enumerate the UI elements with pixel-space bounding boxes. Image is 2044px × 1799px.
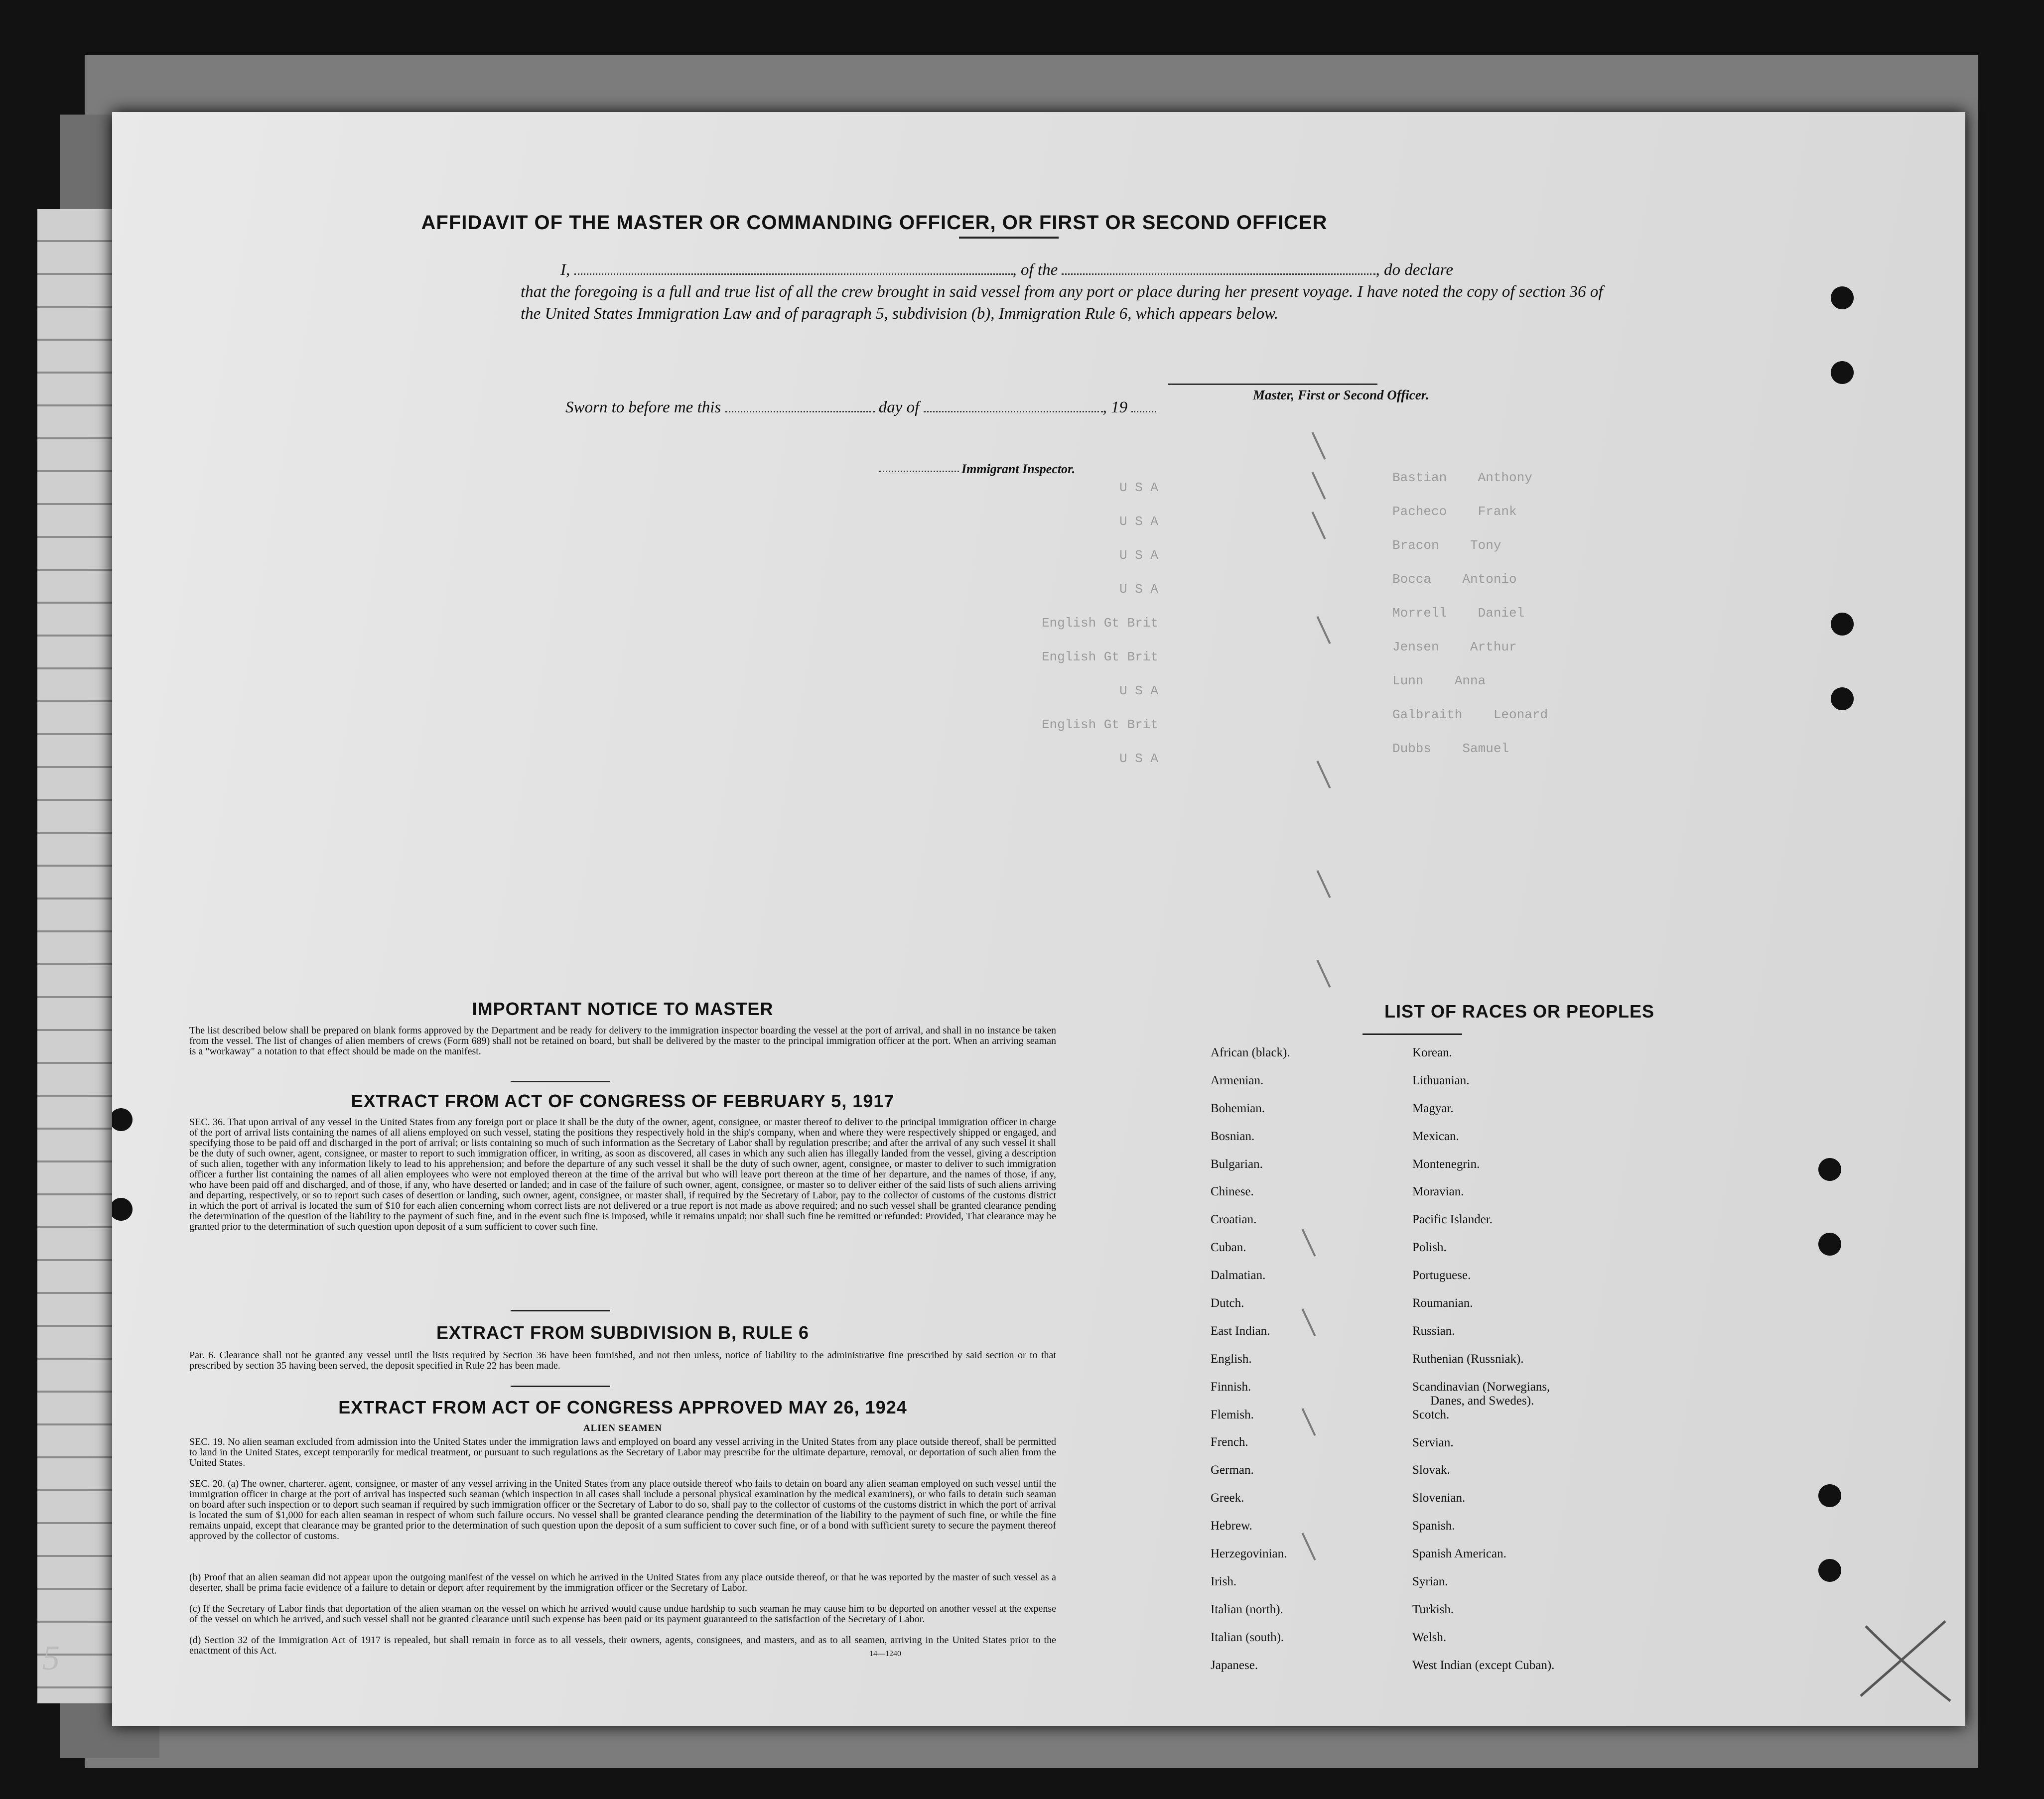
race-item: Italian (north). [1211,1602,1283,1616]
races-right-column [1412,1046,1554,1686]
race-item: Irish. [1211,1574,1237,1588]
sworn-prefix: Sworn to before me this [565,398,721,416]
race-item: Pacific Islander. [1412,1213,1493,1227]
race-item: Roumanian. [1412,1296,1473,1310]
inspector-signature-line[interactable] [879,471,959,472]
race-item: Welsh. [1412,1630,1447,1644]
master-signature-label: Master, First or Second Officer. [1253,387,1429,402]
race-item: Servian. [1412,1435,1454,1449]
pencil-x-mark [1856,1606,1955,1706]
race-item: Croatian. [1211,1213,1257,1227]
vessel-blank[interactable] [1062,261,1375,275]
race-item: Herzegovinian. [1211,1547,1287,1561]
notice-title: IMPORTANT NOTICE TO MASTER [472,999,774,1019]
race-item: Danes, and Swedes). [1430,1394,1534,1408]
race-item: Spanish American. [1412,1547,1506,1561]
race-item: Moravian. [1412,1185,1464,1199]
race-item: Flemish. [1211,1408,1254,1421]
punch-hole [112,1198,133,1221]
sworn-line [565,398,1156,417]
inspector-label: Immigrant Inspector. [961,462,1076,476]
race-item: Polish. [1412,1241,1447,1255]
race-item: Scandinavian (Norwegians, [1412,1380,1550,1394]
punch-hole [112,1108,133,1131]
punch-hole [1818,1158,1841,1181]
race-item: Bulgarian. [1211,1157,1263,1171]
master-signature-line[interactable] [1168,384,1377,385]
race-item: German. [1211,1463,1254,1477]
race-item: Portuguese. [1412,1269,1471,1283]
race-item: Magyar. [1412,1101,1454,1115]
form-number: 14—1240 [869,1650,901,1658]
punch-hole [1831,687,1854,710]
i-word: I, [560,261,570,279]
race-item: Chinese. [1211,1185,1254,1199]
section-divider [511,1386,610,1387]
day-of-text: day of [878,398,920,416]
punch-hole [1818,1484,1841,1507]
of-the-text: , of the [1012,261,1058,279]
name-blank[interactable] [574,261,1013,275]
extract-1924-sec20b: (b) Proof that an alien seaman did not appear upon the outgoing manifest of the vessel on which he arrived in the United States from any place outside thereof, or that he was reported by the master of such vessel as a deserter, shall be prima facie evidence of a failure to detain or deport after requirement by the immigration officer or the Secretary of Labor. [189,1572,1056,1593]
lined-paper-edge [37,209,112,1703]
races-title: LIST OF RACES OR PEOPLES [1384,1001,1655,1022]
race-item: Italian (south). [1211,1630,1284,1644]
race-item: Montenegrin. [1412,1157,1480,1171]
extract-1924-title: EXTRACT FROM ACT OF CONGRESS APPROVED MAY 26, 1924 [338,1397,907,1417]
punch-hole [1831,613,1854,636]
race-item: Mexican. [1412,1129,1459,1143]
race-item: English. [1211,1352,1252,1366]
section-divider [511,1081,610,1082]
declaration-body: that the foregoing is a full and true list of all the crew brought in said vessel from any port or place during her present voyage. I have noted the copy of section 36 of the United States Immigration Law and of paragraph 5, subdivision (b), Immigration Rule 6, which appears below. [521,283,1603,323]
section-divider [511,1310,610,1311]
extract-rule6-title: EXTRACT FROM SUBDIVISION B, RULE 6 [436,1322,810,1343]
title-divider [959,237,1059,239]
races-left-column [1211,1046,1290,1686]
race-item: Finnish. [1211,1380,1251,1394]
affidavit-title: AFFIDAVIT OF THE MASTER OR COMMANDING OFFICER, OR FIRST OR SECOND OFFICER [421,212,1328,234]
affidavit-page [112,112,1965,1726]
race-item: West Indian (except Cuban). [1412,1658,1555,1672]
race-item: Ruthenian (Russniak). [1412,1352,1524,1366]
race-item: African (black). [1211,1046,1290,1059]
declaration [521,259,1617,325]
race-item: Turkish. [1412,1602,1454,1616]
sworn-month-blank[interactable] [924,399,1103,412]
race-item: Korean. [1412,1046,1452,1059]
show-through-columns: U S A U S A U S A U S A English Gt Brit English Gt Brit U S A English Gt Brit U S A [1041,480,1158,766]
race-item: Slovak. [1412,1463,1450,1477]
race-item: Armenian. [1211,1073,1264,1087]
race-item: Greek. [1211,1491,1244,1505]
punch-hole [1818,1559,1841,1582]
margin-note: 5 [42,1639,60,1677]
race-item: Hebrew. [1211,1519,1252,1533]
race-item: Bosnian. [1211,1129,1255,1143]
do-declare-text: , do declare [1375,261,1453,279]
race-item: Dutch. [1211,1296,1244,1310]
race-item: Cuban. [1211,1241,1246,1255]
show-through-text: Bastian Anthony Pacheco Frank Bracon Tony Bocca Antonio Morrell Daniel Jensen Arthur Lunn Anna Galbraith Leonard Dubbs Samuel [1392,470,1548,756]
sworn-year-blank[interactable] [1131,399,1156,412]
punch-hole [1831,286,1854,309]
race-item: Japanese. [1211,1658,1258,1672]
notice-body: The list described below shall be prepared on blank forms approved by the Department and be ready for delivery to the immigration inspector boarding the vessel at the port of arrival, and shall in no instance be taken from the vessel. The list of changes of alien members of crews (Form 689) shall not be retained on board, but shall be delivered by the master to the principal immigration officer at the port. When an arriving seaman is a "workaway" a notation to that effect should be made on the manifest. [189,1025,1056,1057]
race-item: Bohemian. [1211,1101,1265,1115]
race-item: Dalmatian. [1211,1269,1266,1283]
race-item: Russian. [1412,1324,1455,1338]
extract-1924-sec19: SEC. 19. No alien seaman excluded from admission into the United States under the immigration laws and employed on board any vessel arriving in the United States from any place outside thereof, shall be permitted to land in the United States, except temporarily for medical treatment, or pursuant to such regulations as the Secretary of Labor may prescribe for the ultimate departure, removal, or deportation of such alien from the United States. [189,1436,1056,1468]
races-divider [1363,1033,1462,1035]
extract-1917-title: EXTRACT FROM ACT OF CONGRESS OF FEBRUARY 5, 1917 [351,1091,895,1111]
race-item: Slovenian. [1412,1491,1466,1505]
race-item: French. [1211,1435,1248,1449]
race-item: Lithuanian. [1412,1073,1470,1087]
race-item: Syrian. [1412,1575,1448,1589]
extract-1924-sec20c: (c) If the Secretary of Labor finds that deportation of the alien seaman on the vessel on which he arrived would cause undue hardship to such seaman he may cause him to be deported on another vessel at the expense of the vessel on which he arrived, and such vessel shall not be granted clearance until such expense has been paid or its payment guaranteed to the satisfaction of the Secretary of Labor. [189,1603,1056,1625]
race-item: Scotch. [1412,1408,1450,1421]
extract-1924-sec20a: SEC. 20. (a) The owner, charterer, agent, consignee, or master of any vessel arriving in the United States from any place outside thereof who fails to detain on board any alien seaman employed on such vessel until the immigration officer in charge at the port of arrival has inspected such seaman (which inspection in all cases shall include a personal physical examination by the medical examiners), or who fails to detain such seaman on board after such inspection or to deport such seaman if required by such immigration officer or the Secretary of Labor to do so, shall pay to the collector of customs of the customs district in which the port of arrival is located the sum of $1,000 for each alien seaman in respect of whom such failure occurs. No vessel shall be granted clearance pending the determination of the liability to the payment of such fine, or while the fine remains unpaid, except that clearance may be granted prior to the determination of such question upon the deposit of a sum sufficient to cover such fine, or of a bond with sufficient surety to secure the payment thereof approved by the collector of customs. [189,1478,1056,1542]
extract-1924-sec20d: (d) Section 32 of the Immigration Act of 1917 is repealed, but shall remain in force as to all vessels, their owners, agents, consignees, and masters, and as to all seamen, arriving in the United States prior to the enactment of this Act. [189,1635,1056,1656]
year-prefix: , 19 [1102,398,1128,416]
race-item: East Indian. [1211,1324,1270,1338]
punch-hole [1818,1233,1841,1256]
race-item: Spanish. [1412,1519,1455,1533]
extract-rule6-body: Par. 6. Clearance shall not be granted any vessel until the lists required by Section 36 have been furnished, and not then unless, notice of liability to the administrative fine prescribed by said section or to that prescribed by section 35 having been served, the deposit specified in Rule 22 has been made. [189,1350,1056,1371]
extract-1917-body: SEC. 36. That upon arrival of any vessel in the United States from any foreign port or place it shall be the duty of the owner, agent, consignee, or master thereof to deliver to the principal immigration officer in charge of the port of arrival lists containing the names of all aliens employed on such vessel, stating the positions they respectively hold in the ship's company, when and where they were respectively shipped or engaged, and specifying those to be paid off and discharged in the port of arrival; or lists containing so much of such information as the Secretary of Labor shall by regulation prescribe; and after the arrival of any such vessel it shall be the duty of such owner, agent, consignee, or master to report to such immigration officer, in writing, as soon as discovered, all cases in which any such alien has illegally landed from the vessel, giving a description of such alien, together with any information likely to lead to his apprehension; and before the departure of any such vessel it shall be the duty of such owner, agent, consignee, or master to deliver to such immigration officer a further list containing the names of all alien employees who were not employed thereon at the time of the arrival but who will leave port thereon at the time of her departure, and the names of those, if any, who have been paid off and discharged, and of those, if any, who have deserted or landed; and in case of the failure of such owner, agent, consignee, or master so to deliver either of the said lists of such aliens arriving and departing, respectively, or so to report such cases of desertion or landing, such owner, agent, consignee, or master shall, if required by the Secretary of Labor, pay to the collector of customs of the customs district in which the port of arrival is located the sum of $10 for each alien concerning whom correct lists are not delivered or a true report is not made as above required; and no such vessel shall be granted clearance pending the determination of the question of the liability to the payment of such fine, and in the event such fine is imposed, while it remains unpaid; nor shall such fine be remitted or refunded: Provided, That clearance may be granted prior to the determination of such question upon deposit of a sum sufficient to cover such fine. [189,1117,1056,1232]
alien-seamen-subtitle: ALIEN SEAMEN [583,1423,663,1433]
punch-hole [1831,361,1854,384]
sworn-day-blank[interactable] [725,399,875,412]
